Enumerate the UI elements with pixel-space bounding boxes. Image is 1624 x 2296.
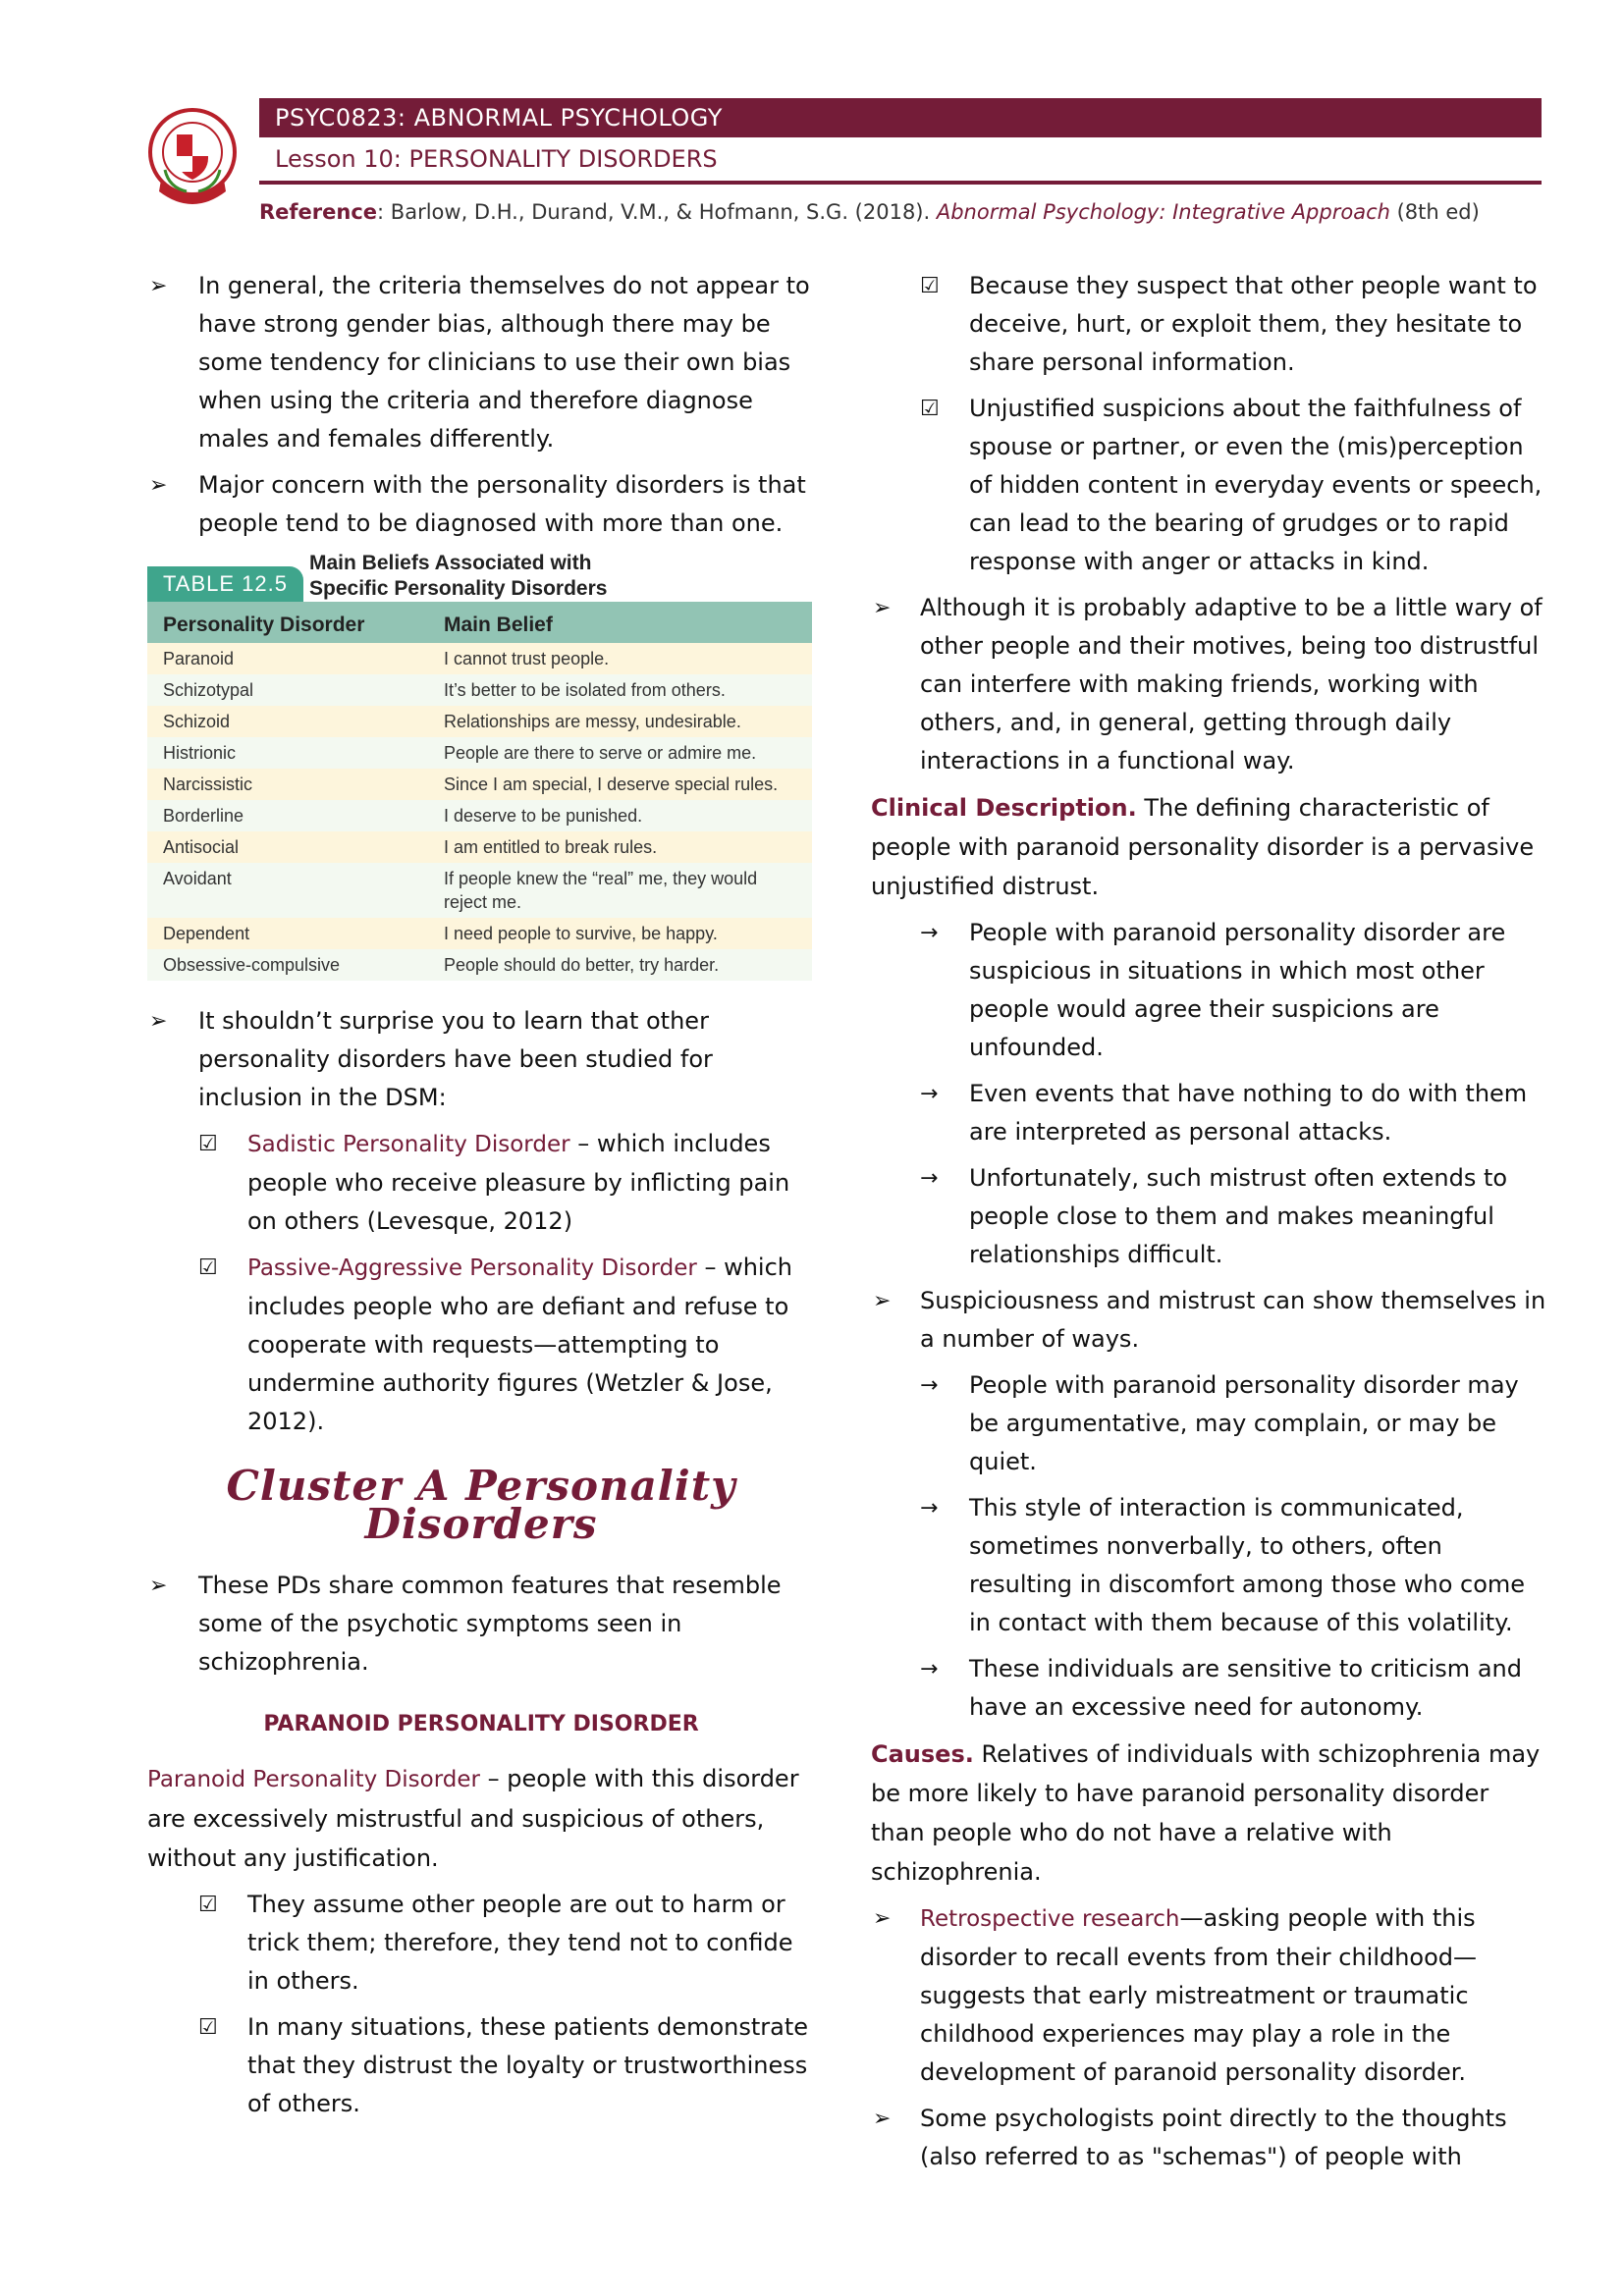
table-caption: Main Beliefs Associated with Specific Personality Disorders [309, 552, 608, 600]
bullet-text: Some psychologists point directly to the thoughts (also referred to as "schemas") of people with [920, 2105, 1507, 2170]
bullet-text: Although it is probably adaptive to be a little wary of other people and their motives, being too distrustful can interfere with making friends, working with others, and, in general, getting through daily interactions in a functional way. [920, 594, 1543, 774]
right-arrow-icon: → [920, 1166, 939, 1191]
checkbox-item [147, 2008, 815, 2123]
item-text: They assume other people are out to harm or trick them; therefore, they tend not to confide in others. [247, 1891, 793, 1995]
disorder-cell: Narcissistic [147, 769, 428, 800]
disorder-cell: Schizotypal [147, 674, 428, 706]
item-text: People with paranoid personality disorder may be argumentative, may complain, or may be quiet. [969, 1371, 1519, 1475]
disorder-cell: Dependent [147, 918, 428, 949]
item-text: This style of interaction is communicated, sometimes nonverbally, to others, often resulting in discomfort among those who come in contact with them because of this volatility. [969, 1494, 1526, 1636]
table-row [147, 918, 812, 949]
bullet-item [147, 1567, 815, 1682]
item-text: These individuals are sensitive to criticism and have an excessive need for autonomy. [969, 1655, 1522, 1721]
item-text: – which includes people who receive pleasure by inflicting pain on others (Levesque, 2012) [247, 1130, 790, 1235]
paranoid-heading: PARANOID PERSONALITY DISORDER [263, 1712, 699, 1736]
checkbox-icon: ☑ [198, 1132, 218, 1156]
checkbox-item [871, 267, 1548, 382]
item-text: – which includes people who are defiant and refuse to cooperate with requests—attempting to undermine authority figures (Wetzler & Jose, 2012). [247, 1254, 792, 1435]
belief-cell: Since I am special, I deserve special rules. [428, 769, 812, 800]
right-arrow-icon: → [920, 921, 939, 945]
bullet-text: —asking people with this disorder to recall events from their childhood—suggests that early mistreatment or traumatic childhood experiences may play a role in the development of paranoid personality disorder. [920, 1904, 1478, 2086]
bullet-item [147, 1002, 815, 1117]
table-row [147, 643, 812, 674]
arrow-bullet-icon: ➢ [149, 274, 168, 298]
arrow-item [871, 1366, 1548, 1481]
table-row [147, 674, 812, 706]
arrow-bullet-icon: ➢ [149, 473, 168, 498]
arrow-bullet-icon: ➢ [149, 1574, 168, 1598]
belief-cell: I need people to survive, be happy. [428, 918, 812, 949]
term-paranoid: Paranoid Personality Disorder [147, 1767, 480, 1792]
bullet-item [147, 466, 815, 543]
arrow-item [871, 1075, 1548, 1151]
belief-cell: If people knew the “real” me, they would reject me. [428, 863, 812, 918]
reference-line [259, 200, 1480, 224]
bullet-item [871, 2100, 1548, 2176]
term-retrospective: Retrospective research [920, 1906, 1180, 1932]
checkbox-icon: ☑ [198, 1893, 218, 1917]
table-header-belief: Main Belief [428, 602, 812, 643]
belief-cell: Relationships are messy, undesirable. [428, 706, 812, 737]
arrow-bullet-icon: ➢ [873, 596, 892, 620]
checkbox-item [147, 1249, 815, 1441]
item-text: Even events that have nothing to do with them are interpreted as personal attacks. [969, 1080, 1528, 1146]
disorder-cell: Paranoid [147, 643, 428, 674]
arrow-bullet-icon: ➢ [149, 1009, 168, 1034]
causes-label: Causes. [871, 1740, 974, 1768]
item-text: Because they suspect that other people want to deceive, hurt, or exploit them, they hesitate to share personal information. [969, 272, 1538, 376]
belief-cell: It’s better to be isolated from others. [428, 674, 812, 706]
right-arrow-icon: → [920, 1082, 939, 1106]
belief-cell: I cannot trust people. [428, 643, 812, 674]
arrow-bullet-icon: ➢ [873, 1906, 892, 1931]
table-row [147, 706, 812, 737]
arrow-item [871, 914, 1548, 1067]
arrow-item [871, 1489, 1548, 1642]
causes-text: Relatives of individuals with schizophrenia may be more likely to have paranoid personality disorder than people who do not have a relative with schizophrenia. [871, 1740, 1541, 1886]
disorder-cell: Obsessive-compulsive [147, 949, 428, 981]
bullet-text: These PDs share common features that resemble some of the psychotic symptoms seen in schizophrenia. [198, 1572, 782, 1676]
arrow-bullet-icon: ➢ [873, 2107, 892, 2131]
belief-cell: People are there to serve or admire me. [428, 737, 812, 769]
checkbox-item [147, 1125, 815, 1241]
item-text: In many situations, these patients demonstrate that they distrust the loyalty or trustworthiness of others. [247, 2013, 809, 2117]
bullet-item [871, 1282, 1548, 1359]
arrow-item [871, 1650, 1548, 1727]
clinical-description [871, 788, 1548, 906]
checkbox-icon: ☑ [920, 274, 940, 298]
checkbox-icon: ☑ [198, 1255, 218, 1280]
item-text: Unfortunately, such mistrust often extends to people close to them and makes meaningful relationships difficult. [969, 1164, 1508, 1268]
term-passive-aggressive: Passive-Aggressive Personality Disorder [247, 1255, 697, 1281]
clinical-text: The defining characteristic of people with paranoid personality disorder is a pervasive unjustified distrust. [871, 794, 1535, 900]
belief-cell: People should do better, try harder. [428, 949, 812, 981]
item-text: Unjustified suspicions about the faithfulness of spouse or partner, or even the (mis)perception of hidden content in everyday events or speech, can lead to the bearing of grudges or to rapid response with anger or attacks in kind. [969, 395, 1543, 575]
arrow-bullet-icon: ➢ [873, 1289, 892, 1313]
belief-cell: I am entitled to break rules. [428, 831, 812, 863]
checkbox-item [147, 1886, 815, 2001]
reference-label: Reference [259, 200, 378, 224]
university-seal-logo [147, 101, 238, 219]
checkbox-icon: ☑ [920, 397, 940, 421]
bullet-text: Major concern with the personality disorders is that people tend to be diagnosed with more than one. [198, 471, 806, 537]
causes-paragraph [871, 1735, 1548, 1892]
right-arrow-icon: → [920, 1373, 939, 1398]
table-row [147, 949, 812, 981]
definition-text: – people with this disorder are excessively mistrustful and suspicious of others, without any justification. [147, 1765, 799, 1872]
table-row [147, 831, 812, 863]
table-row [147, 769, 812, 800]
table-row [147, 737, 812, 769]
right-arrow-icon: → [920, 1496, 939, 1521]
table-row [147, 800, 812, 831]
table-tag: TABLE 12.5 [147, 566, 303, 602]
bullet-item [871, 1899, 1548, 2092]
disorder-cell: Borderline [147, 800, 428, 831]
reference-book-title: Abnormal Psychology: Integrative Approach [936, 200, 1390, 224]
table-header-disorder: Personality Disorder [147, 602, 428, 643]
cluster-a-heading: Cluster A Personality Disorders [226, 1462, 736, 1548]
clinical-label: Clinical Description. [871, 794, 1137, 822]
left-column [147, 267, 815, 2131]
disorder-cell: Histrionic [147, 737, 428, 769]
lesson-title: Lesson 10: PERSONALITY DISORDERS [259, 139, 1542, 185]
disorder-cell: Antisocial [147, 831, 428, 863]
bullet-item [871, 589, 1548, 780]
term-sadistic: Sadistic Personality Disorder [247, 1132, 570, 1157]
bullet-item [147, 267, 815, 458]
reference-edition: (8th ed) [1389, 200, 1480, 224]
bullet-text: Suspiciousness and mistrust can show themselves in a number of ways. [920, 1287, 1546, 1353]
disorder-cell: Avoidant [147, 863, 428, 918]
checkbox-item [871, 390, 1548, 581]
table-row [147, 863, 812, 918]
item-text: People with paranoid personality disorder are suspicious in situations in which most other people would agree their suspicions are unfounded. [969, 919, 1506, 1061]
belief-cell: I deserve to be punished. [428, 800, 812, 831]
disorder-cell: Schizoid [147, 706, 428, 737]
course-title-bar: PSYC0823: ABNORMAL PSYCHOLOGY [259, 98, 1542, 137]
paranoid-definition [147, 1759, 815, 1878]
beliefs-table [147, 551, 812, 981]
right-column [871, 267, 1548, 2184]
right-arrow-icon: → [920, 1657, 939, 1682]
arrow-item [871, 1159, 1548, 1274]
bullet-text: In general, the criteria themselves do not appear to have strong gender bias, although there may be some tendency for clinicians to use their own bias when using the criteria and therefore diagnose males and females differently. [198, 272, 810, 453]
reference-authors: : Barlow, D.H., Durand, V.M., & Hofmann, S.G. (2018). [377, 200, 937, 224]
bullet-text: It shouldn’t surprise you to learn that other personality disorders have been studied for inclusion in the DSM: [198, 1007, 713, 1111]
checkbox-icon: ☑ [198, 2015, 218, 2040]
